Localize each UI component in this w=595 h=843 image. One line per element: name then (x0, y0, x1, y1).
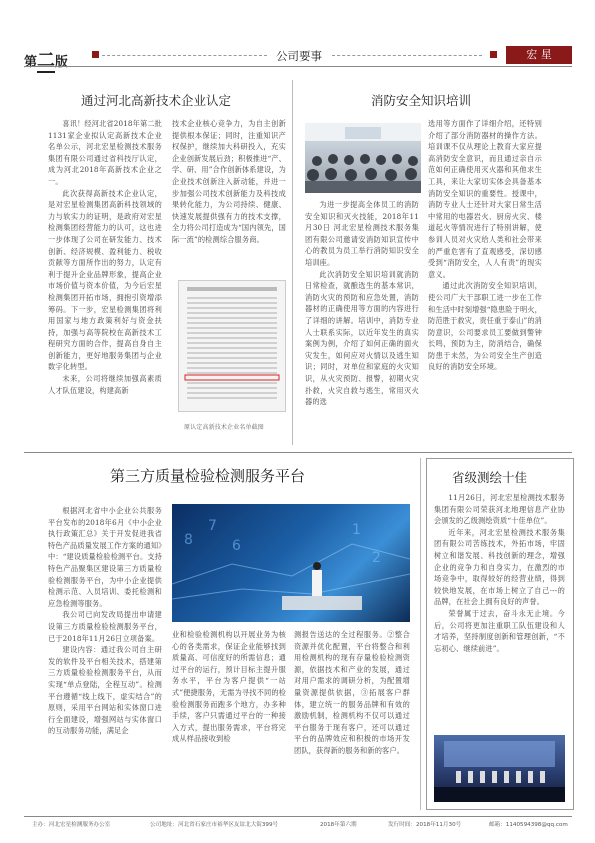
article3-col2-text: 业和检验检测机构以开展业务为核心的各类需求，保证企业能够找到质量高、可信度好的所需信息；通过平台的运行，预计目标主提升服务水平，平台为客户提供“一站式”便捷服务，无需为寻找不同的检验检测服务而跑多个地方，办多种手续，客户只需通过平台的一种接入方式，提出服务需求，平台将完成从样品接收到检 (172, 630, 286, 744)
header-issue (24, 46, 68, 72)
article4-body (434, 492, 565, 654)
article2-para3: 选用等方面作了详细介绍，还特别介绍了部分消防器材的操作方法。培训课不仅从理论上教育大家应提高消防安全意识，而且通过亲自示范如何正确使用灭火器和其他求生工具，来让大家切实体会具备基本消防安全知识的重要性。授课中，消防专业人士还针对大家日常生活中常用的电器岩火、厨房火灾、楼道起火等情况进行了特别讲解，使参训人员对火灾给人类和社会带来的严重危害有了直观感受，深切感受到“消防安全，人人有责”的现实意义。 (428, 119, 542, 279)
article3-col3-text: 测报告送达的全过程服务。②整合资源并优化配置，平台将整合和利用检测机构的现有存量检验检测资源，依据技术和产业的发展，通过对用户需求的调研分析，为配置增量资源提供依据，③拓展客户群体，建立统一的服务品牌和有效的激励机制，检测机构不仅可以通过平台服务于现有客户，还可以通过平台的品牌效应和积极的市场开发团队，获得新的服务和新的客户。 (294, 630, 410, 755)
header-rule (24, 66, 572, 67)
article3-para1: 根据河北省中小企业公共服务平台发布的2018年6月《中小企业执行政策汇总》关于开发促进我省特色产品质量发展工作方案的通知》中：“建设质量检验检测平台。支持特色产品聚集区建设第三方质量检验检测服务平台，为中小企业提供检测示范、入员培训、委托检测和应急检测等服务。 (48, 506, 162, 608)
section-divider (24, 452, 572, 453)
footer-email: 邮箱：1140594398@qq.com (489, 822, 568, 828)
training-photo (305, 123, 421, 193)
header-dash-left (102, 55, 267, 56)
article4-para3: 荣誉属于过去，奋斗永无止境。今后，公司将更加注重职工队伍建设和人才培养，坚持制度创新和管理创新，“不忘初心、继续前进”。 (434, 608, 565, 653)
article1-col2-text: 技术企业核心竞争力，为自主创新提供根本保证；同时，注重知识产权保护，继续加大科研投入，充实企业创新发展后劲；积极推进“产、学、研、用”合作创新体系建设，为企业技术创新注入新动能，并进一步加强公司技术创新能力及科技成果转化能力，为公司持续、健康、快速发展提供强有力的技术支撑，全力将公司打造成为“国内领先，国际一流”的检测综合服务商。 (172, 119, 286, 244)
article1-col1 (48, 118, 162, 396)
header-dash-right (332, 55, 482, 56)
article3-para3: 建设内容：通过我公司自主研发的软件及平台相关技术，搭建第三方质量检验检测服务平台，从而实现“单点登陆，全程互动”。检测平台遵循“线上线下，虚实结合”的原则，采用平台网站和实体窗口进行全面建设，增强网站与实体窗口的互动服务功能，满足企 (48, 645, 162, 736)
column-divider-top (292, 80, 293, 445)
footer-issue: 2018年第六期 (320, 822, 357, 828)
article1-title: 通过河北高新技术企业认定 (81, 93, 232, 108)
ceremony-stage-icon (434, 735, 565, 802)
issue-prefix: 第 (24, 55, 38, 70)
award-ceremony-photo (434, 735, 565, 802)
article3-para2: 我公司已向发改局提出申请建设第三方质量检验检测服务平台，已于2018年11月26日立项备案。 (48, 610, 162, 643)
svg-text:7: 7 (208, 518, 217, 534)
classroom-photo-icon (305, 123, 421, 193)
footer-address: 公司地址：河北省石家庄市裕华区友谊北大街399号 (150, 822, 279, 828)
article2-col2 (428, 118, 542, 373)
article1-para1: 喜讯！经河北省2018年第二批1131家企业拟认定高新技术企业名单公示，河北宏星检测技术服务集团有限公司通过省科技厅认定，成为河北2018年高新技术企业之一。 (48, 119, 162, 186)
issue-suffix: 版 (55, 55, 69, 70)
article3-title: 第三方质量检验检测服务平台 (110, 467, 306, 485)
article4-para1: 11月26日，河北宏星检测技术服务集团有限公司荣获河北地理信息产业协会颁发的乙级测绘资质“十佳单位”。 (434, 493, 565, 526)
article4-para2: 近年来，河北宏星检测技术服务集团有限公司苦练技术，外拓市场，牢固树立和谐发展、科技创新的理念，增强企业的竞争力和自身实力，在激烈的市场竞争中，取得较好的经营业绩，得到较快地发展，在市场上树立了自己·--的品牌，在社会上拥有良好的声誉。 (434, 527, 565, 607)
article2-para2: 此次消防安全知识培训就消防日常检查，就酿选生的基本常识，消防火灾的预防和应急处置，消防器材的正确使用等方面的内容进行了详细的讲解。培训中，消防专业人士联系实际，以近年发生的真实案例为例，介绍了如何正确的面火灾发生，如何应对火情以及逃生知识；同时，对单位和家庭的火灾知识，从火灾预防、报警，初期火灾扑救，火灾自救与逃生，常用灭火器的选 (305, 269, 419, 407)
article3-col3 (294, 629, 410, 757)
svg-text:6: 6 (232, 538, 241, 554)
svg-text:8: 8 (184, 532, 193, 548)
article1-para2: 此次获得高新技术企业认定，是对宏星检测集团高新科技领域的力与软实力的证明，是政府对宏星检测集团经营能力的认可，这也进一步体现了公司在研发能力、技术创新、经济规模、盈利能力、税收贡献等方面所作出的努力，认定有利于提升企业品牌形象，提高企业市场价值与资本价值，为今后宏星检测集团开拓市场，拥抱引资增添筹码。下一步，宏星检测集团将利用国家与地方政策利好与资金扶持，加强与高等院校在高新技术工程研究方面的合作，提高自身自主创新能力，更好地服务集团与企业数字化转型。 (48, 188, 162, 372)
certificate-list-image (178, 280, 286, 412)
svg-text:2: 2 (372, 550, 381, 566)
article3-col1 (48, 505, 162, 737)
article1-para3: 未来，公司将继续加强高素质人才队伍建设，构建高新 (48, 374, 162, 395)
data-screen-icon (172, 504, 410, 622)
article2-para1: 为进一步提高全体员工的消防安全知识和灭火技能，2018年11月30日 河北宏星检测技术服务集团有限公司邀请安消防知识宣传中心的教员为员工举行消防知识安全培训座。 (305, 200, 419, 267)
section-title: 公司要事 (276, 49, 322, 63)
service-platform-photo (172, 504, 410, 622)
article4-title: 省级测绘十佳 (452, 470, 528, 485)
article2-title: 消防安全知识培训 (371, 93, 472, 108)
article2-para4: 通过此次消防安全知识培训，使公司广大干部职工进一步在工作和生活中时刻增强“隐患险于明火，防范胜于救灾，责任重于泰山”的消防意识，公司要求员工要做到警钟长鸣，预防为主，防消结合，确保防患于未然，为公司安全生产创造良好的消防安全环境。 (428, 281, 542, 372)
footer-sponsor: 主办：河北宏星检测服务办公室 (32, 822, 111, 828)
header-square-right (490, 51, 497, 58)
svg-text:1: 1 (352, 522, 361, 538)
footer-date: 发行时间：2018年11月30号 (388, 822, 462, 828)
document-list-icon (179, 281, 285, 411)
article1-col2 (172, 118, 286, 246)
column-divider-bottom (420, 458, 421, 810)
issue-number: 二 (37, 50, 56, 71)
brand-badge: 宏 星 (506, 46, 572, 64)
article3-col2 (172, 629, 286, 745)
certificate-caption: 原认定高新技术企业名单截图 (184, 424, 264, 431)
header-square-left (92, 51, 99, 58)
footer (24, 816, 572, 828)
article2-col1 (305, 199, 419, 408)
